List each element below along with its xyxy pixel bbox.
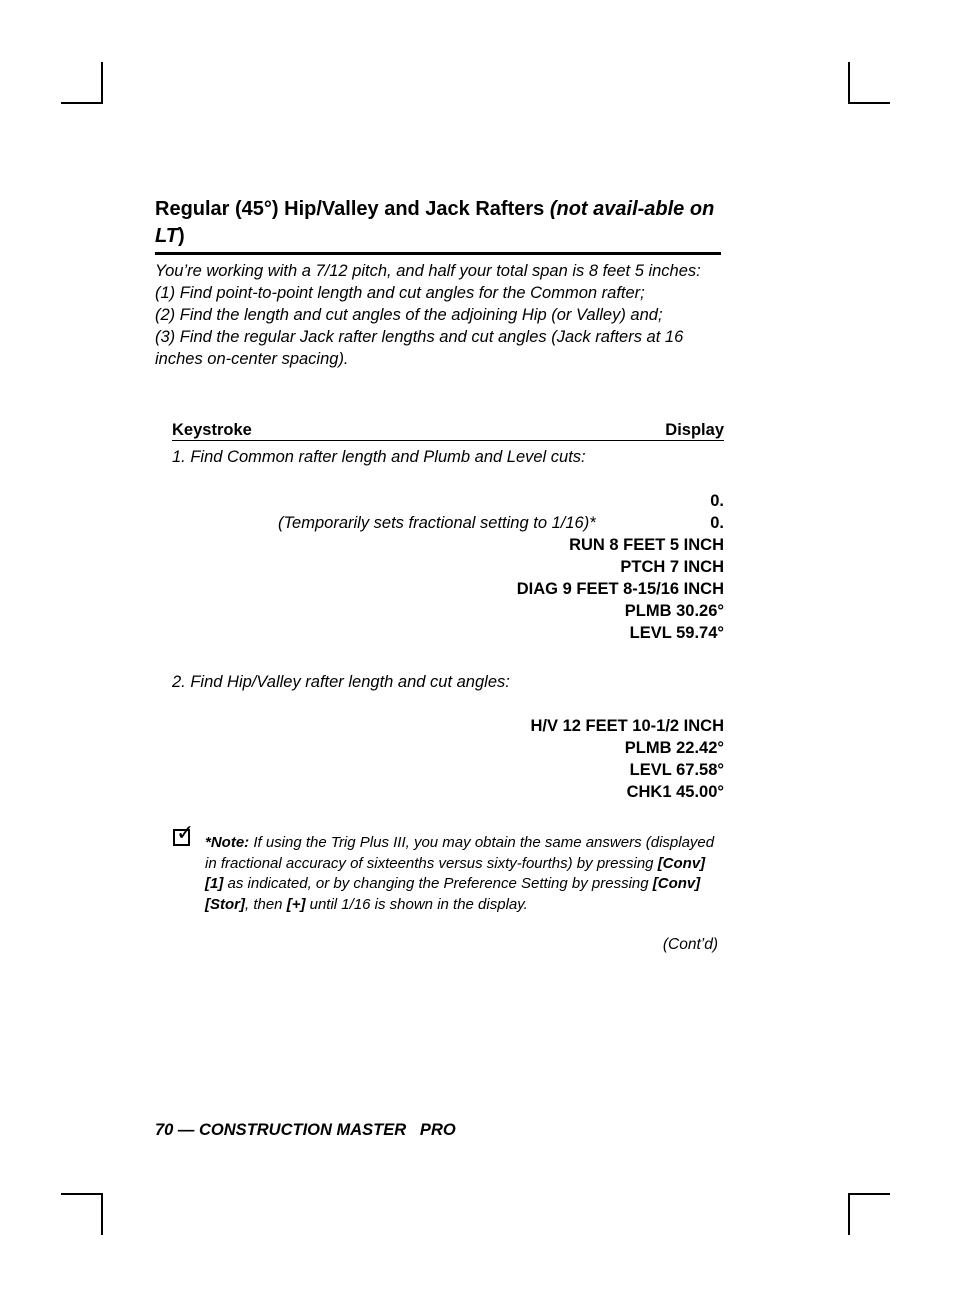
display-value: PLMB 22.42° xyxy=(624,739,724,757)
crop-mark-top-left-v xyxy=(101,62,103,104)
intro-text xyxy=(155,260,721,370)
note-star: * xyxy=(205,834,211,851)
crop-mark-bottom-right-v xyxy=(848,1193,850,1235)
crop-mark-top-left-h xyxy=(61,102,103,104)
section-title-italic: (not avail-able on LT xyxy=(155,198,715,247)
note-text: until 1/16 is shown in the display. xyxy=(305,895,528,913)
key-conv-1: [Conv] [1] xyxy=(205,854,706,893)
checkbox-icon: ✓ xyxy=(173,829,190,846)
display-value: H/V 12 FEET 10-1/2 INCH xyxy=(530,717,724,735)
note-label: Note: xyxy=(210,834,250,851)
display-value: LEVL 67.58° xyxy=(629,761,724,779)
crop-mark-top-right-v xyxy=(848,62,850,104)
display-value: RUN 8 FEET 5 INCH xyxy=(569,536,724,554)
crop-mark-bottom-left-v xyxy=(101,1193,103,1235)
keystroke-table-header xyxy=(172,421,724,441)
section-title-text: Regular (45°) Hip/Valley and Jack Rafters xyxy=(155,198,550,220)
note-text: as indicated, or by changing the Preference Setting by pressing xyxy=(223,875,653,893)
crop-mark-top-right-h xyxy=(848,102,890,104)
note-paragraph xyxy=(205,833,725,915)
display-value: DIAG 9 FEET 8-15/16 INCH xyxy=(516,580,724,598)
title-rule xyxy=(155,252,721,255)
key-plus: [+] xyxy=(286,895,306,913)
note-text: If using the Trig Plus III, you may obtain the same answers (displayed in fractional accuracy of sixteenths versus sixty-fourths) by pressing xyxy=(205,834,715,872)
fraction-setting-note: (Temporarily sets fractional setting to 1/16)* xyxy=(278,514,596,532)
step-2-label: 2. Find Hip/Valley rafter length and cut angles: xyxy=(172,673,510,691)
intro-line: (2) Find the length and cut angles of the adjoining Hip (or Valley) and; xyxy=(155,306,663,324)
display-column-header: Display xyxy=(665,421,724,439)
step-1-label: 1. Find Common rafter length and Plumb and Level cuts: xyxy=(172,448,586,466)
note-text: , then xyxy=(245,895,287,913)
display-value: 0. xyxy=(710,492,724,510)
page-footer: 70 — CONSTRUCTION MASTER PRO xyxy=(155,1121,456,1139)
display-value: PTCH 7 INCH xyxy=(620,558,724,576)
display-value: CHK1 45.00° xyxy=(626,783,724,801)
section-title-close: ) xyxy=(177,225,185,247)
crop-mark-bottom-right-h xyxy=(848,1193,890,1195)
display-value: PLMB 30.26° xyxy=(624,602,724,620)
intro-line: (3) Find the regular Jack rafter lengths and cut angles (Jack rafters at 16 inches on-center spacing). xyxy=(155,328,684,368)
keystroke-column-header: Keystroke xyxy=(172,421,252,439)
display-value: 0. xyxy=(710,514,724,532)
section-title xyxy=(155,196,721,250)
key-conv-stor: [Conv] [Stor] xyxy=(205,875,701,913)
continued-label: (Cont’d) xyxy=(662,936,718,953)
intro-line: (1) Find point-to-point length and cut angles for the Common rafter; xyxy=(155,284,645,302)
display-value: LEVL 59.74° xyxy=(629,624,724,642)
intro-line: You’re working with a 7/12 pitch, and half your total span is 8 feet 5 inches: xyxy=(155,262,701,280)
crop-mark-bottom-left-h xyxy=(61,1193,103,1195)
